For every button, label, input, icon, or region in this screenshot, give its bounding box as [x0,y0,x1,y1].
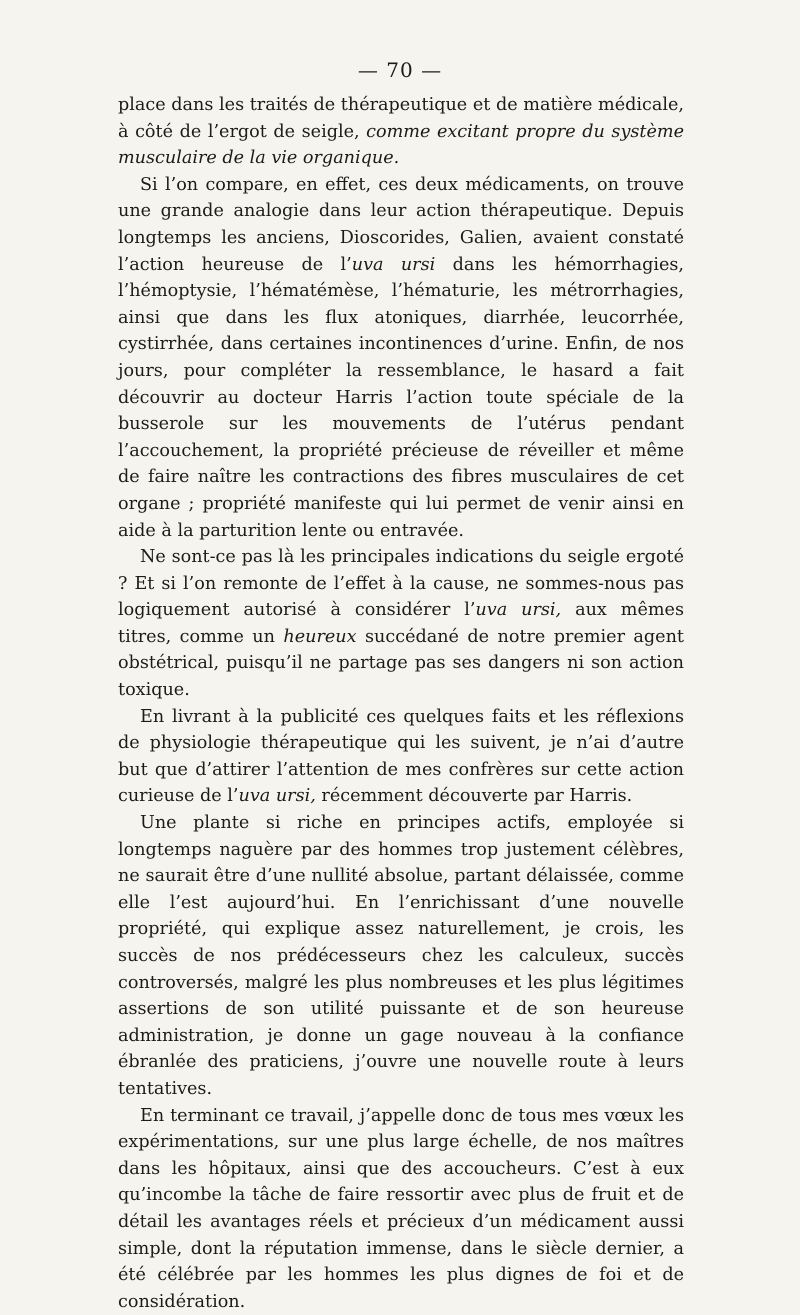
text-run: dans les hémorrhagies, l’hémoptysie, l’hématémèse, l’hématurie, les métrorrhagies, ainsi que dans les flux atoniques, diarrhée, leucorrhée, cystirrhée, dans certaines incontinences d’urine. Enfin, de nos jours, pour compléter la ressemblance, le hasard a fait découvrir au docteur Harris l’action toute spéciale de la busserole sur les mouvements de l’utérus pendant l’accouchement, la propriété précieuse de réveiller et même de faire naître les contractions des fibres musculaires de cet organe ; propriété manifeste qui lui permet de venir ainsi en aide à la parturition lente ou entravée. [118,254,685,541]
text-run: succédané de notre premier agent obstétrical, puisqu’il ne partage pas ses dangers ni son action toxique. [118,626,684,701]
italic-text-run: uva ursi, [238,786,316,807]
italic-text-run: comme excitant propre du système musculaire de la vie organique. [118,121,685,169]
paragraph [118,1103,684,1315]
paragraph [118,544,684,704]
text-run: aux mêmes titres, comme un [118,600,684,647]
italic-text-run: uva ursi, [475,600,562,621]
paragraph [118,172,684,544]
page-number: — 70 — [357,58,443,82]
text-run: récemment découverte par Harris. [315,786,633,807]
italic-text-run: uva ursi [351,254,436,275]
body-text [118,92,684,1315]
text-run: Si l’on compare, en effet, ces deux médicaments, on trouve une grande analogie dans leur action thérapeutique. Depuis longtemps les anciens, Dioscorides, Galien, avaient constaté l’action heureuse de l’ [118,174,684,275]
paragraph [118,810,684,1103]
text-run: Une plante si riche en principes actifs, employée si longtemps naguère par des hommes trop justement célèbres, ne saurait être d’une nullité absolue, partant délaissée, comme elle l’est aujourd’hui. En l’enrichissant d’une nouvelle propriété, qui explique assez naturellement, je crois, les succès de nos prédécesseurs chez les calculeux, succès controversés, malgré les plus nombreuses et les plus légitimes assertions de son utilité puissante et de son heureuse administration, je donne un gage nouveau à la confiance ébranlée des praticiens, j’ouvre une nouvelle route à leurs tentatives. [118,813,684,1099]
italic-text-run: heureux [283,626,357,647]
text-run: En livrant à la publicité ces quelques faits et les réflexions de physiologie thérapeutique qui les suivent, je n’ai d’autre but que d’attirer l’attention de mes confrères sur cette action curieuse de l’ [118,706,684,807]
text-run: En terminant ce travail, j’appelle donc de tous mes vœux les expérimentations, sur une plus large échelle, de nos maîtres dans les hôpitaux, ainsi que des accoucheurs. C’est à eux qu’incombe la tâche de faire ressortir avec plus de fruit et de détail les avantages réels et précieux d’un médicament aussi simple, dont la réputation immense, dans le siècle dernier, a été célébrée par les hommes les plus dignes de foi et de considération. [118,1105,684,1312]
paragraph [118,92,684,172]
text-run: Ne sont-ce pas là les principales indications du seigle ergoté ? Et si l’on remonte de l’effet à la cause, ne sommes-nous pas logiquement autorisé à considérer l’ [118,547,684,621]
text-run: place dans les traités de thérapeutique et de matière médicale, à côté de l’ergot de seigle, [118,95,684,142]
paragraph [118,704,684,810]
